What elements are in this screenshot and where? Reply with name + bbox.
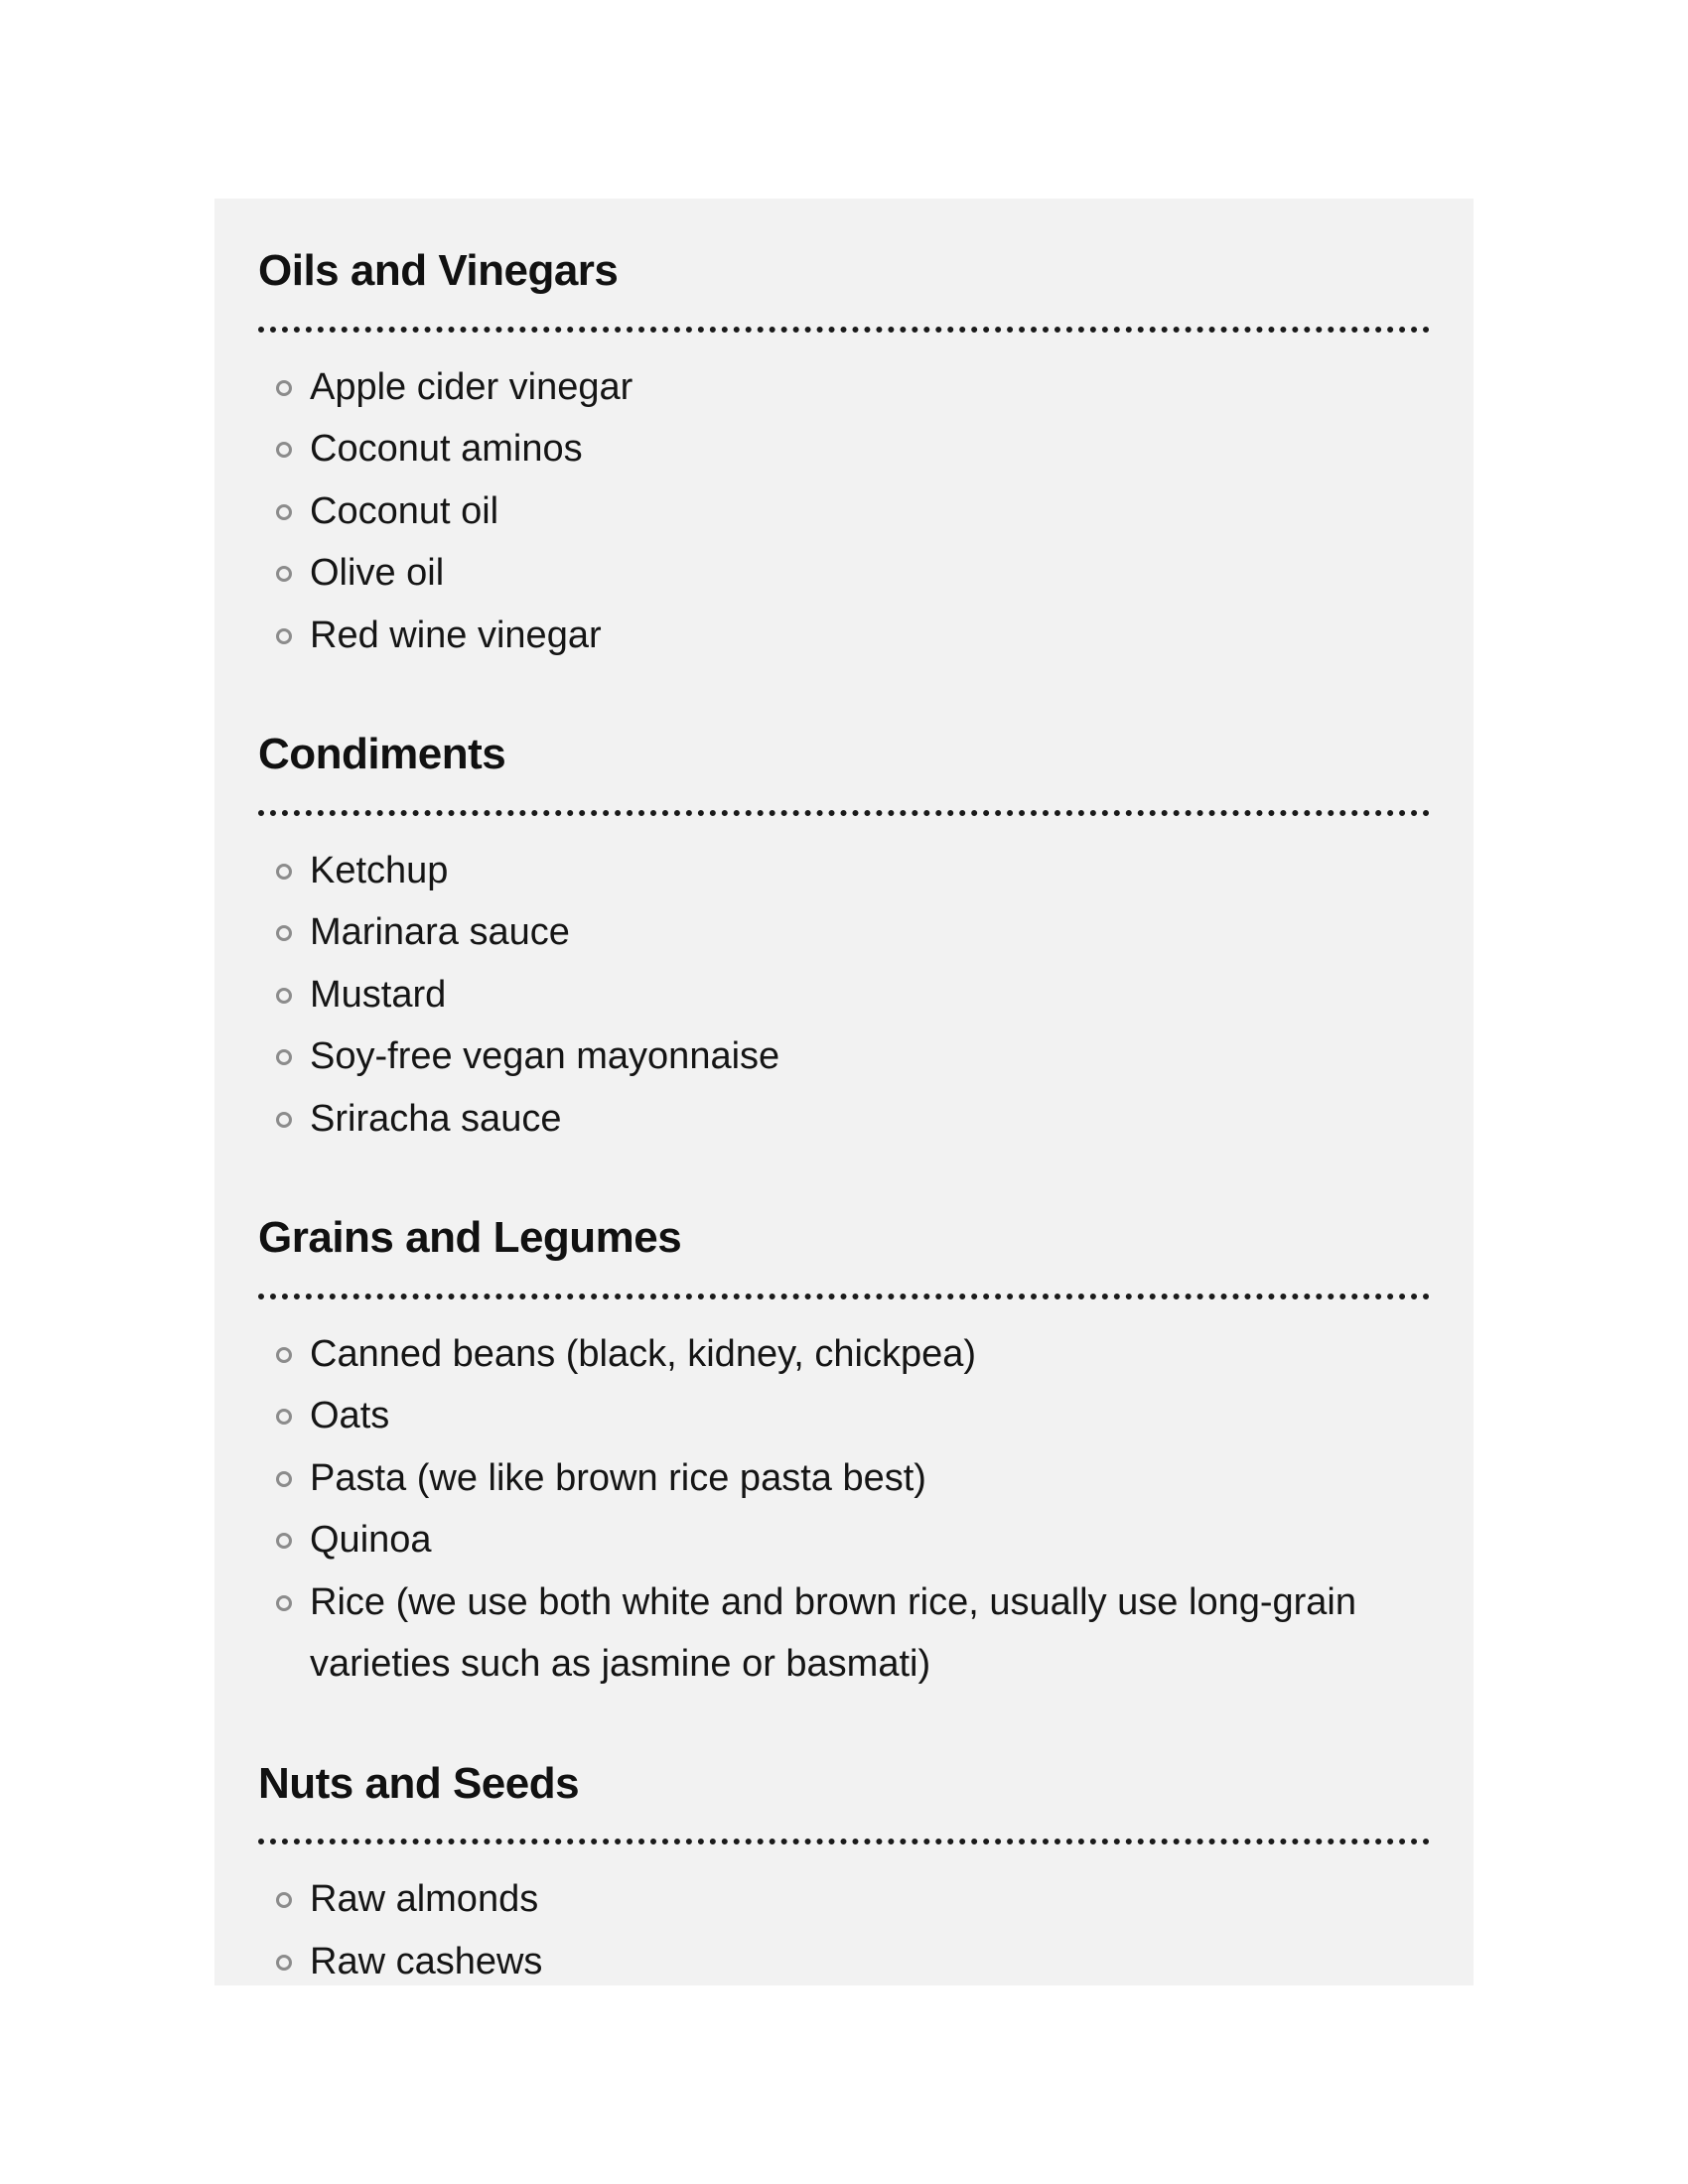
- circle-bullet-icon: [276, 864, 292, 880]
- circle-bullet-icon: [276, 1409, 292, 1425]
- list-item-label: Raw cashews: [310, 1940, 543, 1982]
- circle-bullet-icon: [276, 1471, 292, 1487]
- list-item: [258, 1385, 1430, 1447]
- dotted-divider: [258, 1294, 1430, 1299]
- section-oils-and-vinegars: [258, 246, 1430, 666]
- list-item: [258, 901, 1430, 964]
- circle-bullet-icon: [276, 1347, 292, 1363]
- section-nuts-and-seeds: [258, 1759, 1430, 1985]
- dotted-divider: [258, 1839, 1430, 1844]
- list-item-label: Pasta (we like brown rice pasta best): [310, 1456, 926, 1499]
- section-condiments: [258, 730, 1430, 1150]
- list-item-label: Coconut oil: [310, 489, 499, 532]
- section-title: Grains and Legumes: [258, 1213, 682, 1263]
- section-title: Nuts and Seeds: [258, 1758, 580, 1808]
- list-item: [258, 418, 1430, 480]
- list-item-label: Oats: [310, 1395, 390, 1437]
- item-list: [258, 1868, 1430, 1985]
- dotted-divider: [258, 327, 1430, 333]
- list-item: [258, 964, 1430, 1026]
- item-list: [258, 1323, 1430, 1696]
- list-item: [258, 1323, 1430, 1386]
- list-item-label: Sriracha sauce: [310, 1097, 562, 1140]
- list-item-label: Raw almonds: [310, 1878, 539, 1921]
- section-grains-and-legumes: [258, 1213, 1430, 1696]
- circle-bullet-icon: [276, 925, 292, 941]
- list-item: [258, 480, 1430, 543]
- circle-bullet-icon: [276, 442, 292, 458]
- list-item-label: Ketchup: [310, 849, 449, 891]
- list-item-label: Canned beans (black, kidney, chickpea): [310, 1332, 977, 1375]
- list-item-label: Red wine vinegar: [310, 614, 602, 656]
- list-item: [258, 1025, 1430, 1088]
- circle-bullet-icon: [276, 988, 292, 1004]
- list-item-label: Apple cider vinegar: [310, 365, 633, 408]
- list-item: [258, 1571, 1430, 1696]
- section-title: Oils and Vinegars: [258, 246, 619, 295]
- list-item: [258, 840, 1430, 902]
- list-item-label: Marinara sauce: [310, 911, 570, 954]
- list-item-label: Soy-free vegan mayonnaise: [310, 1035, 780, 1078]
- list-item: [258, 1447, 1430, 1510]
- dotted-divider: [258, 810, 1430, 816]
- list-item-label: Coconut aminos: [310, 428, 583, 471]
- list-item-label: Olive oil: [310, 552, 445, 595]
- pantry-list-panel: [214, 199, 1474, 1985]
- circle-bullet-icon: [276, 504, 292, 520]
- list-item-label: Rice (we use both white and brown rice, usually use long-grain varieties such as jasmine or basmati): [310, 1580, 1356, 1686]
- circle-bullet-icon: [276, 1112, 292, 1128]
- item-list: [258, 356, 1430, 667]
- circle-bullet-icon: [276, 1049, 292, 1065]
- circle-bullet-icon: [276, 628, 292, 644]
- circle-bullet-icon: [276, 1955, 292, 1971]
- list-item: [258, 1868, 1430, 1931]
- list-item: [258, 605, 1430, 667]
- section-title: Condiments: [258, 730, 506, 779]
- list-item: [258, 1509, 1430, 1571]
- list-item: [258, 1931, 1430, 1985]
- circle-bullet-icon: [276, 1533, 292, 1549]
- circle-bullet-icon: [276, 1892, 292, 1908]
- list-item: [258, 542, 1430, 605]
- list-item: [258, 356, 1430, 419]
- list-item: [258, 1088, 1430, 1151]
- circle-bullet-icon: [276, 1595, 292, 1611]
- circle-bullet-icon: [276, 380, 292, 396]
- list-item-label: Quinoa: [310, 1519, 432, 1562]
- list-item-label: Mustard: [310, 973, 447, 1016]
- item-list: [258, 840, 1430, 1151]
- circle-bullet-icon: [276, 566, 292, 582]
